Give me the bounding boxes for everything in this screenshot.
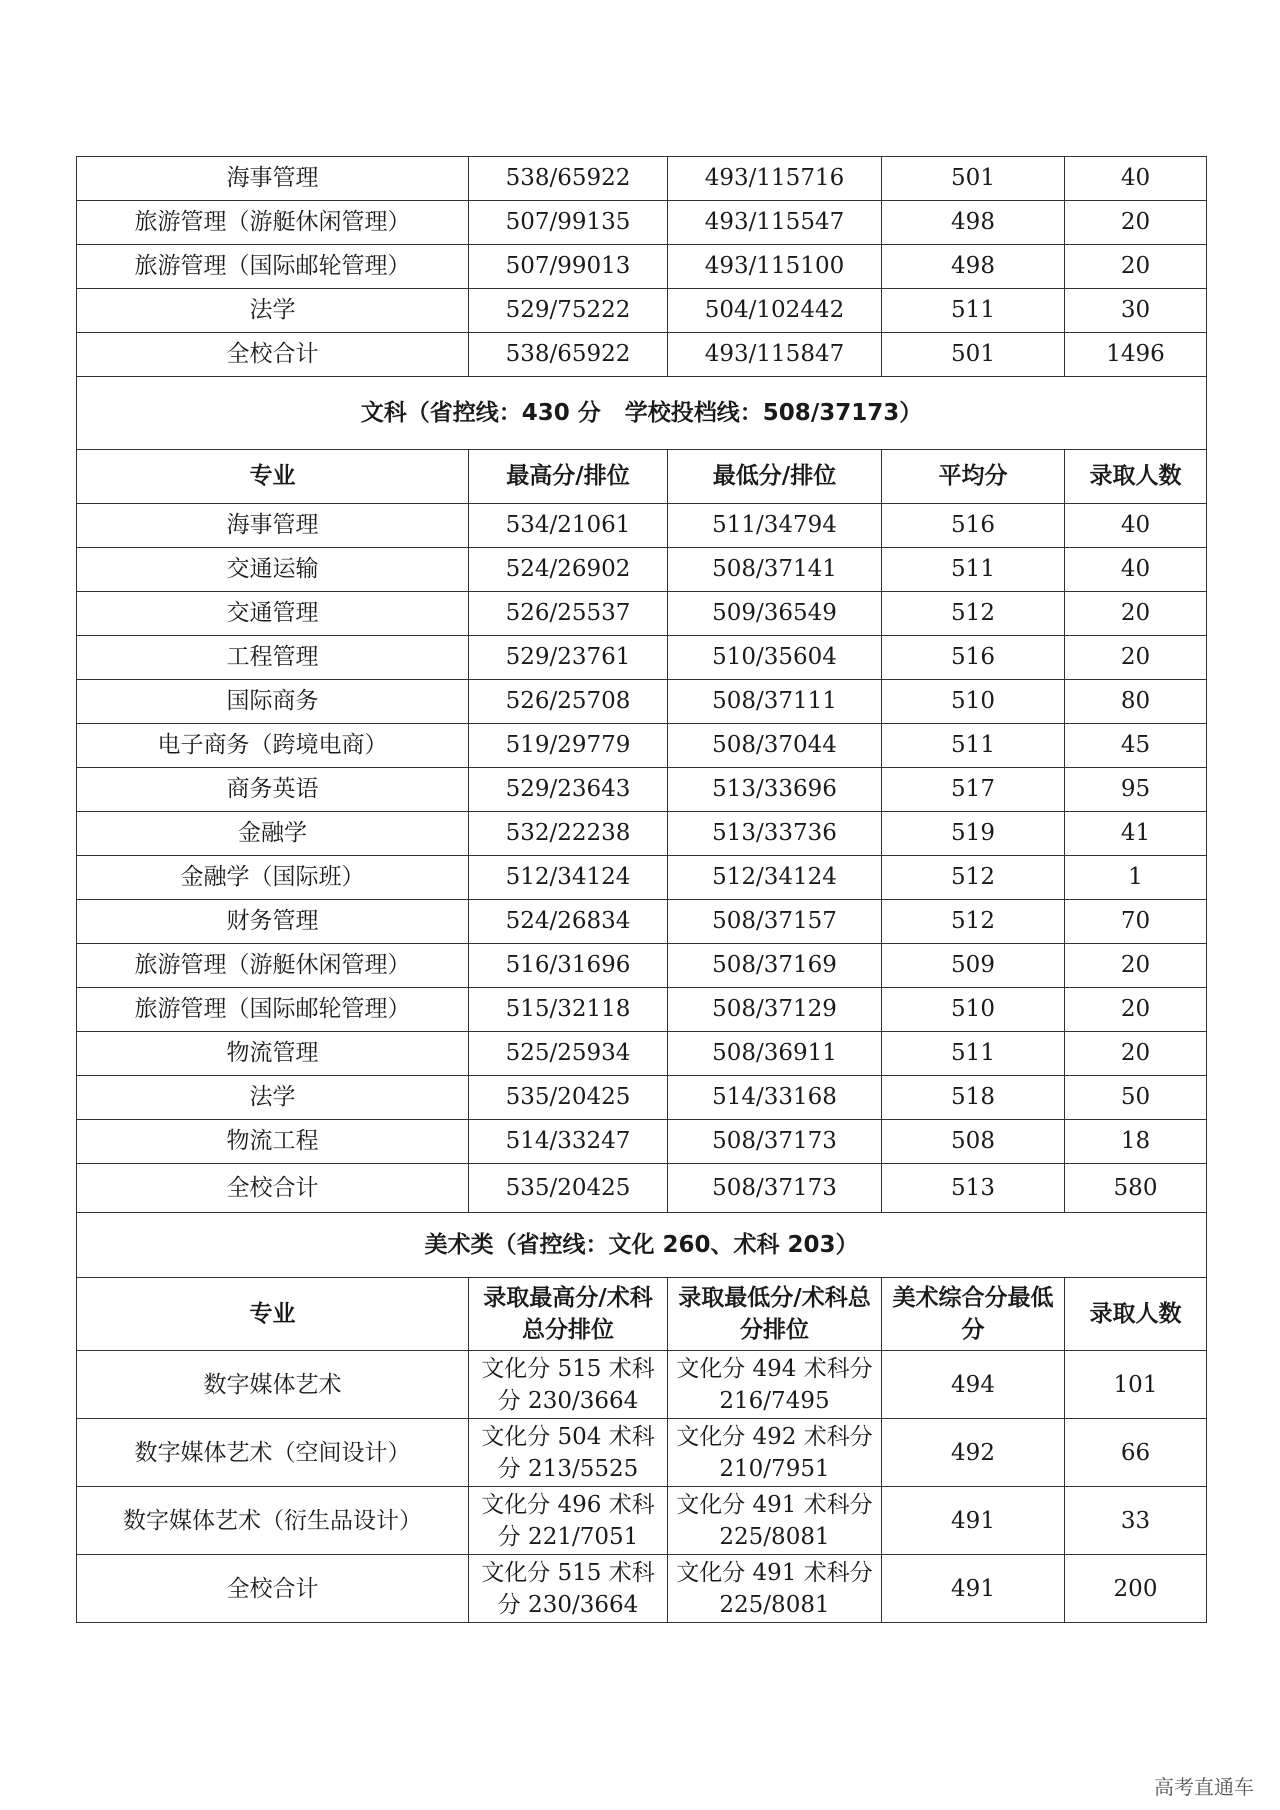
max-score-cell: 524/26834 bbox=[469, 900, 668, 944]
max-score-cell: 514/33247 bbox=[469, 1120, 668, 1164]
max-score-text: 文化分 515 术科分 230/3664 bbox=[481, 1355, 655, 1414]
table-row bbox=[77, 245, 1207, 289]
avg-score-cell: 516 bbox=[882, 636, 1065, 680]
min-score-cell: 508/37141 bbox=[668, 548, 882, 592]
min-score-cell: 493/115847 bbox=[668, 333, 882, 377]
count-cell: 45 bbox=[1065, 724, 1207, 768]
max-score-cell: 535/20425 bbox=[469, 1076, 668, 1120]
major-cell: 海事管理 bbox=[77, 157, 469, 201]
avg-score-cell: 511 bbox=[882, 724, 1065, 768]
table-row bbox=[77, 201, 1207, 245]
min-score-cell: 508/37044 bbox=[668, 724, 882, 768]
min-score-cell: 510/35604 bbox=[668, 636, 882, 680]
major-cell: 数字媒体艺术 bbox=[77, 1351, 469, 1419]
max-score-cell: 526/25537 bbox=[469, 592, 668, 636]
header-major: 专业 bbox=[77, 1278, 469, 1351]
header-max-text: 录取最高分/术科总分排位 bbox=[483, 1285, 653, 1343]
header-major: 专业 bbox=[77, 450, 469, 504]
header-count: 录取人数 bbox=[1065, 450, 1207, 504]
avg-score-cell: 494 bbox=[882, 1351, 1065, 1419]
min-score-cell: 508/37173 bbox=[668, 1120, 882, 1164]
major-cell: 法学 bbox=[77, 289, 469, 333]
count-cell: 200 bbox=[1065, 1555, 1207, 1623]
major-cell: 全校合计 bbox=[77, 1164, 469, 1213]
watermark: 高考直通车 bbox=[1154, 1775, 1254, 1799]
major-cell: 物流工程 bbox=[77, 1120, 469, 1164]
table-row-total bbox=[77, 1555, 1207, 1623]
column-header-row bbox=[77, 450, 1207, 504]
max-score-text: 文化分 515 术科分 230/3664 bbox=[481, 1559, 655, 1618]
avg-score-cell: 498 bbox=[882, 245, 1065, 289]
major-cell: 电子商务（跨境电商） bbox=[77, 724, 469, 768]
table-row bbox=[77, 1351, 1207, 1419]
major-cell: 旅游管理（游艇休闲管理） bbox=[77, 201, 469, 245]
min-score-cell: 512/34124 bbox=[668, 856, 882, 900]
max-score-cell: 512/34124 bbox=[469, 856, 668, 900]
table-row-total bbox=[77, 333, 1207, 377]
major-cell: 全校合计 bbox=[77, 1555, 469, 1623]
major-cell: 法学 bbox=[77, 1076, 469, 1120]
major-cell: 金融学 bbox=[77, 812, 469, 856]
major-cell: 工程管理 bbox=[77, 636, 469, 680]
count-cell: 40 bbox=[1065, 504, 1207, 548]
min-score-text: 文化分 492 术科分 210/7951 bbox=[676, 1423, 873, 1482]
major-cell: 国际商务 bbox=[77, 680, 469, 724]
min-score-cell: 508/37173 bbox=[668, 1164, 882, 1213]
max-score-cell: 538/65922 bbox=[469, 333, 668, 377]
min-score-cell: 493/115716 bbox=[668, 157, 882, 201]
max-score-cell: 524/26902 bbox=[469, 548, 668, 592]
avg-score-cell: 508 bbox=[882, 1120, 1065, 1164]
table-row bbox=[77, 1076, 1207, 1120]
count-cell: 40 bbox=[1065, 548, 1207, 592]
max-score-cell: 516/31696 bbox=[469, 944, 668, 988]
count-cell: 1 bbox=[1065, 856, 1207, 900]
count-cell: 80 bbox=[1065, 680, 1207, 724]
count-cell: 95 bbox=[1065, 768, 1207, 812]
avg-score-cell: 511 bbox=[882, 548, 1065, 592]
min-score-cell bbox=[668, 1351, 882, 1419]
count-cell: 40 bbox=[1065, 157, 1207, 201]
max-score-cell: 529/75222 bbox=[469, 289, 668, 333]
min-score-cell: 493/115100 bbox=[668, 245, 882, 289]
avg-score-cell: 512 bbox=[882, 900, 1065, 944]
header-min bbox=[668, 1278, 882, 1351]
table-row bbox=[77, 1032, 1207, 1076]
min-score-cell: 513/33736 bbox=[668, 812, 882, 856]
max-score-cell bbox=[469, 1487, 668, 1555]
max-score-text: 文化分 504 术科分 213/5525 bbox=[481, 1423, 655, 1482]
avg-score-cell: 509 bbox=[882, 944, 1065, 988]
avg-score-cell: 516 bbox=[882, 504, 1065, 548]
avg-score-cell: 498 bbox=[882, 201, 1065, 245]
avg-score-cell: 512 bbox=[882, 856, 1065, 900]
min-score-cell: 508/37157 bbox=[668, 900, 882, 944]
count-cell: 70 bbox=[1065, 900, 1207, 944]
table-row bbox=[77, 944, 1207, 988]
header-avg: 平均分 bbox=[882, 450, 1065, 504]
min-score-cell: 513/33696 bbox=[668, 768, 882, 812]
min-score-cell: 514/33168 bbox=[668, 1076, 882, 1120]
wenke-section-title: 文科（省控线：430 分 学校投档线：508/37173） bbox=[77, 377, 1207, 450]
major-cell: 金融学（国际班） bbox=[77, 856, 469, 900]
avg-score-cell: 491 bbox=[882, 1487, 1065, 1555]
min-score-text: 文化分 491 术科分 225/8081 bbox=[676, 1491, 873, 1550]
min-score-cell: 511/34794 bbox=[668, 504, 882, 548]
table-row bbox=[77, 768, 1207, 812]
avg-score-cell: 511 bbox=[882, 1032, 1065, 1076]
min-score-cell: 493/115547 bbox=[668, 201, 882, 245]
count-cell: 50 bbox=[1065, 1076, 1207, 1120]
table-row bbox=[77, 157, 1207, 201]
count-cell: 580 bbox=[1065, 1164, 1207, 1213]
max-score-cell: 529/23643 bbox=[469, 768, 668, 812]
count-cell: 20 bbox=[1065, 245, 1207, 289]
min-score-cell: 508/36911 bbox=[668, 1032, 882, 1076]
max-score-cell: 535/20425 bbox=[469, 1164, 668, 1213]
header-avg-text: 美术综合分最低分 bbox=[892, 1285, 1054, 1343]
table-row-total bbox=[77, 1164, 1207, 1213]
avg-score-cell: 510 bbox=[882, 988, 1065, 1032]
table-row bbox=[77, 1487, 1207, 1555]
count-cell: 33 bbox=[1065, 1487, 1207, 1555]
avg-score-cell: 501 bbox=[882, 157, 1065, 201]
max-score-cell: 529/23761 bbox=[469, 636, 668, 680]
header-count: 录取人数 bbox=[1065, 1278, 1207, 1351]
count-cell: 20 bbox=[1065, 592, 1207, 636]
max-score-cell bbox=[469, 1419, 668, 1487]
admission-score-table bbox=[76, 156, 1207, 1623]
table-row bbox=[77, 988, 1207, 1032]
count-cell: 66 bbox=[1065, 1419, 1207, 1487]
min-score-cell: 508/37129 bbox=[668, 988, 882, 1032]
table-row bbox=[77, 812, 1207, 856]
avg-score-cell: 518 bbox=[882, 1076, 1065, 1120]
avg-score-cell: 510 bbox=[882, 680, 1065, 724]
major-cell: 交通管理 bbox=[77, 592, 469, 636]
count-cell: 30 bbox=[1065, 289, 1207, 333]
count-cell: 20 bbox=[1065, 1032, 1207, 1076]
min-score-cell: 508/37111 bbox=[668, 680, 882, 724]
major-cell: 数字媒体艺术（衍生品设计） bbox=[77, 1487, 469, 1555]
table-row bbox=[77, 724, 1207, 768]
max-score-text: 文化分 496 术科分 221/7051 bbox=[481, 1491, 655, 1550]
avg-score-cell: 519 bbox=[882, 812, 1065, 856]
avg-score-cell: 512 bbox=[882, 592, 1065, 636]
table-row bbox=[77, 680, 1207, 724]
min-score-cell bbox=[668, 1487, 882, 1555]
min-score-cell: 504/102442 bbox=[668, 289, 882, 333]
meishu-section-title: 美术类（省控线：文化 260、术科 203） bbox=[77, 1213, 1207, 1278]
max-score-cell: 532/22238 bbox=[469, 812, 668, 856]
max-score-cell: 515/32118 bbox=[469, 988, 668, 1032]
header-min: 最低分/排位 bbox=[668, 450, 882, 504]
major-cell: 交通运输 bbox=[77, 548, 469, 592]
major-cell: 商务英语 bbox=[77, 768, 469, 812]
major-cell: 数字媒体艺术（空间设计） bbox=[77, 1419, 469, 1487]
max-score-cell: 507/99135 bbox=[469, 201, 668, 245]
table-row bbox=[77, 548, 1207, 592]
table-row bbox=[77, 636, 1207, 680]
min-score-text: 文化分 494 术科分 216/7495 bbox=[676, 1355, 873, 1414]
max-score-cell: 538/65922 bbox=[469, 157, 668, 201]
header-max bbox=[469, 1278, 668, 1351]
count-cell: 20 bbox=[1065, 201, 1207, 245]
max-score-cell: 526/25708 bbox=[469, 680, 668, 724]
table-row bbox=[77, 900, 1207, 944]
avg-score-cell: 491 bbox=[882, 1555, 1065, 1623]
max-score-cell: 519/29779 bbox=[469, 724, 668, 768]
section-title-row bbox=[77, 377, 1207, 450]
count-cell: 41 bbox=[1065, 812, 1207, 856]
header-max: 最高分/排位 bbox=[469, 450, 668, 504]
table-row bbox=[77, 1419, 1207, 1487]
major-cell: 海事管理 bbox=[77, 504, 469, 548]
avg-score-cell: 517 bbox=[882, 768, 1065, 812]
min-score-cell bbox=[668, 1419, 882, 1487]
table-row bbox=[77, 1120, 1207, 1164]
header-avg bbox=[882, 1278, 1065, 1351]
min-score-cell: 509/36549 bbox=[668, 592, 882, 636]
count-cell: 20 bbox=[1065, 636, 1207, 680]
major-cell: 旅游管理（国际邮轮管理） bbox=[77, 988, 469, 1032]
count-cell: 1496 bbox=[1065, 333, 1207, 377]
min-score-cell: 508/37169 bbox=[668, 944, 882, 988]
avg-score-cell: 501 bbox=[882, 333, 1065, 377]
section-title-row bbox=[77, 1213, 1207, 1278]
avg-score-cell: 511 bbox=[882, 289, 1065, 333]
column-header-row bbox=[77, 1278, 1207, 1351]
min-score-cell bbox=[668, 1555, 882, 1623]
avg-score-cell: 492 bbox=[882, 1419, 1065, 1487]
major-cell: 物流管理 bbox=[77, 1032, 469, 1076]
avg-score-cell: 513 bbox=[882, 1164, 1065, 1213]
header-min-text: 录取最低分/术科总分排位 bbox=[678, 1285, 871, 1343]
count-cell: 18 bbox=[1065, 1120, 1207, 1164]
table-row bbox=[77, 289, 1207, 333]
major-cell: 旅游管理（国际邮轮管理） bbox=[77, 245, 469, 289]
count-cell: 20 bbox=[1065, 988, 1207, 1032]
min-score-text: 文化分 491 术科分 225/8081 bbox=[676, 1559, 873, 1618]
table-row bbox=[77, 504, 1207, 548]
count-cell: 20 bbox=[1065, 944, 1207, 988]
max-score-cell: 507/99013 bbox=[469, 245, 668, 289]
table-row bbox=[77, 592, 1207, 636]
max-score-cell: 525/25934 bbox=[469, 1032, 668, 1076]
max-score-cell bbox=[469, 1351, 668, 1419]
major-cell: 全校合计 bbox=[77, 333, 469, 377]
major-cell: 财务管理 bbox=[77, 900, 469, 944]
count-cell: 101 bbox=[1065, 1351, 1207, 1419]
major-cell: 旅游管理（游艇休闲管理） bbox=[77, 944, 469, 988]
max-score-cell: 534/21061 bbox=[469, 504, 668, 548]
max-score-cell bbox=[469, 1555, 668, 1623]
table-row bbox=[77, 856, 1207, 900]
